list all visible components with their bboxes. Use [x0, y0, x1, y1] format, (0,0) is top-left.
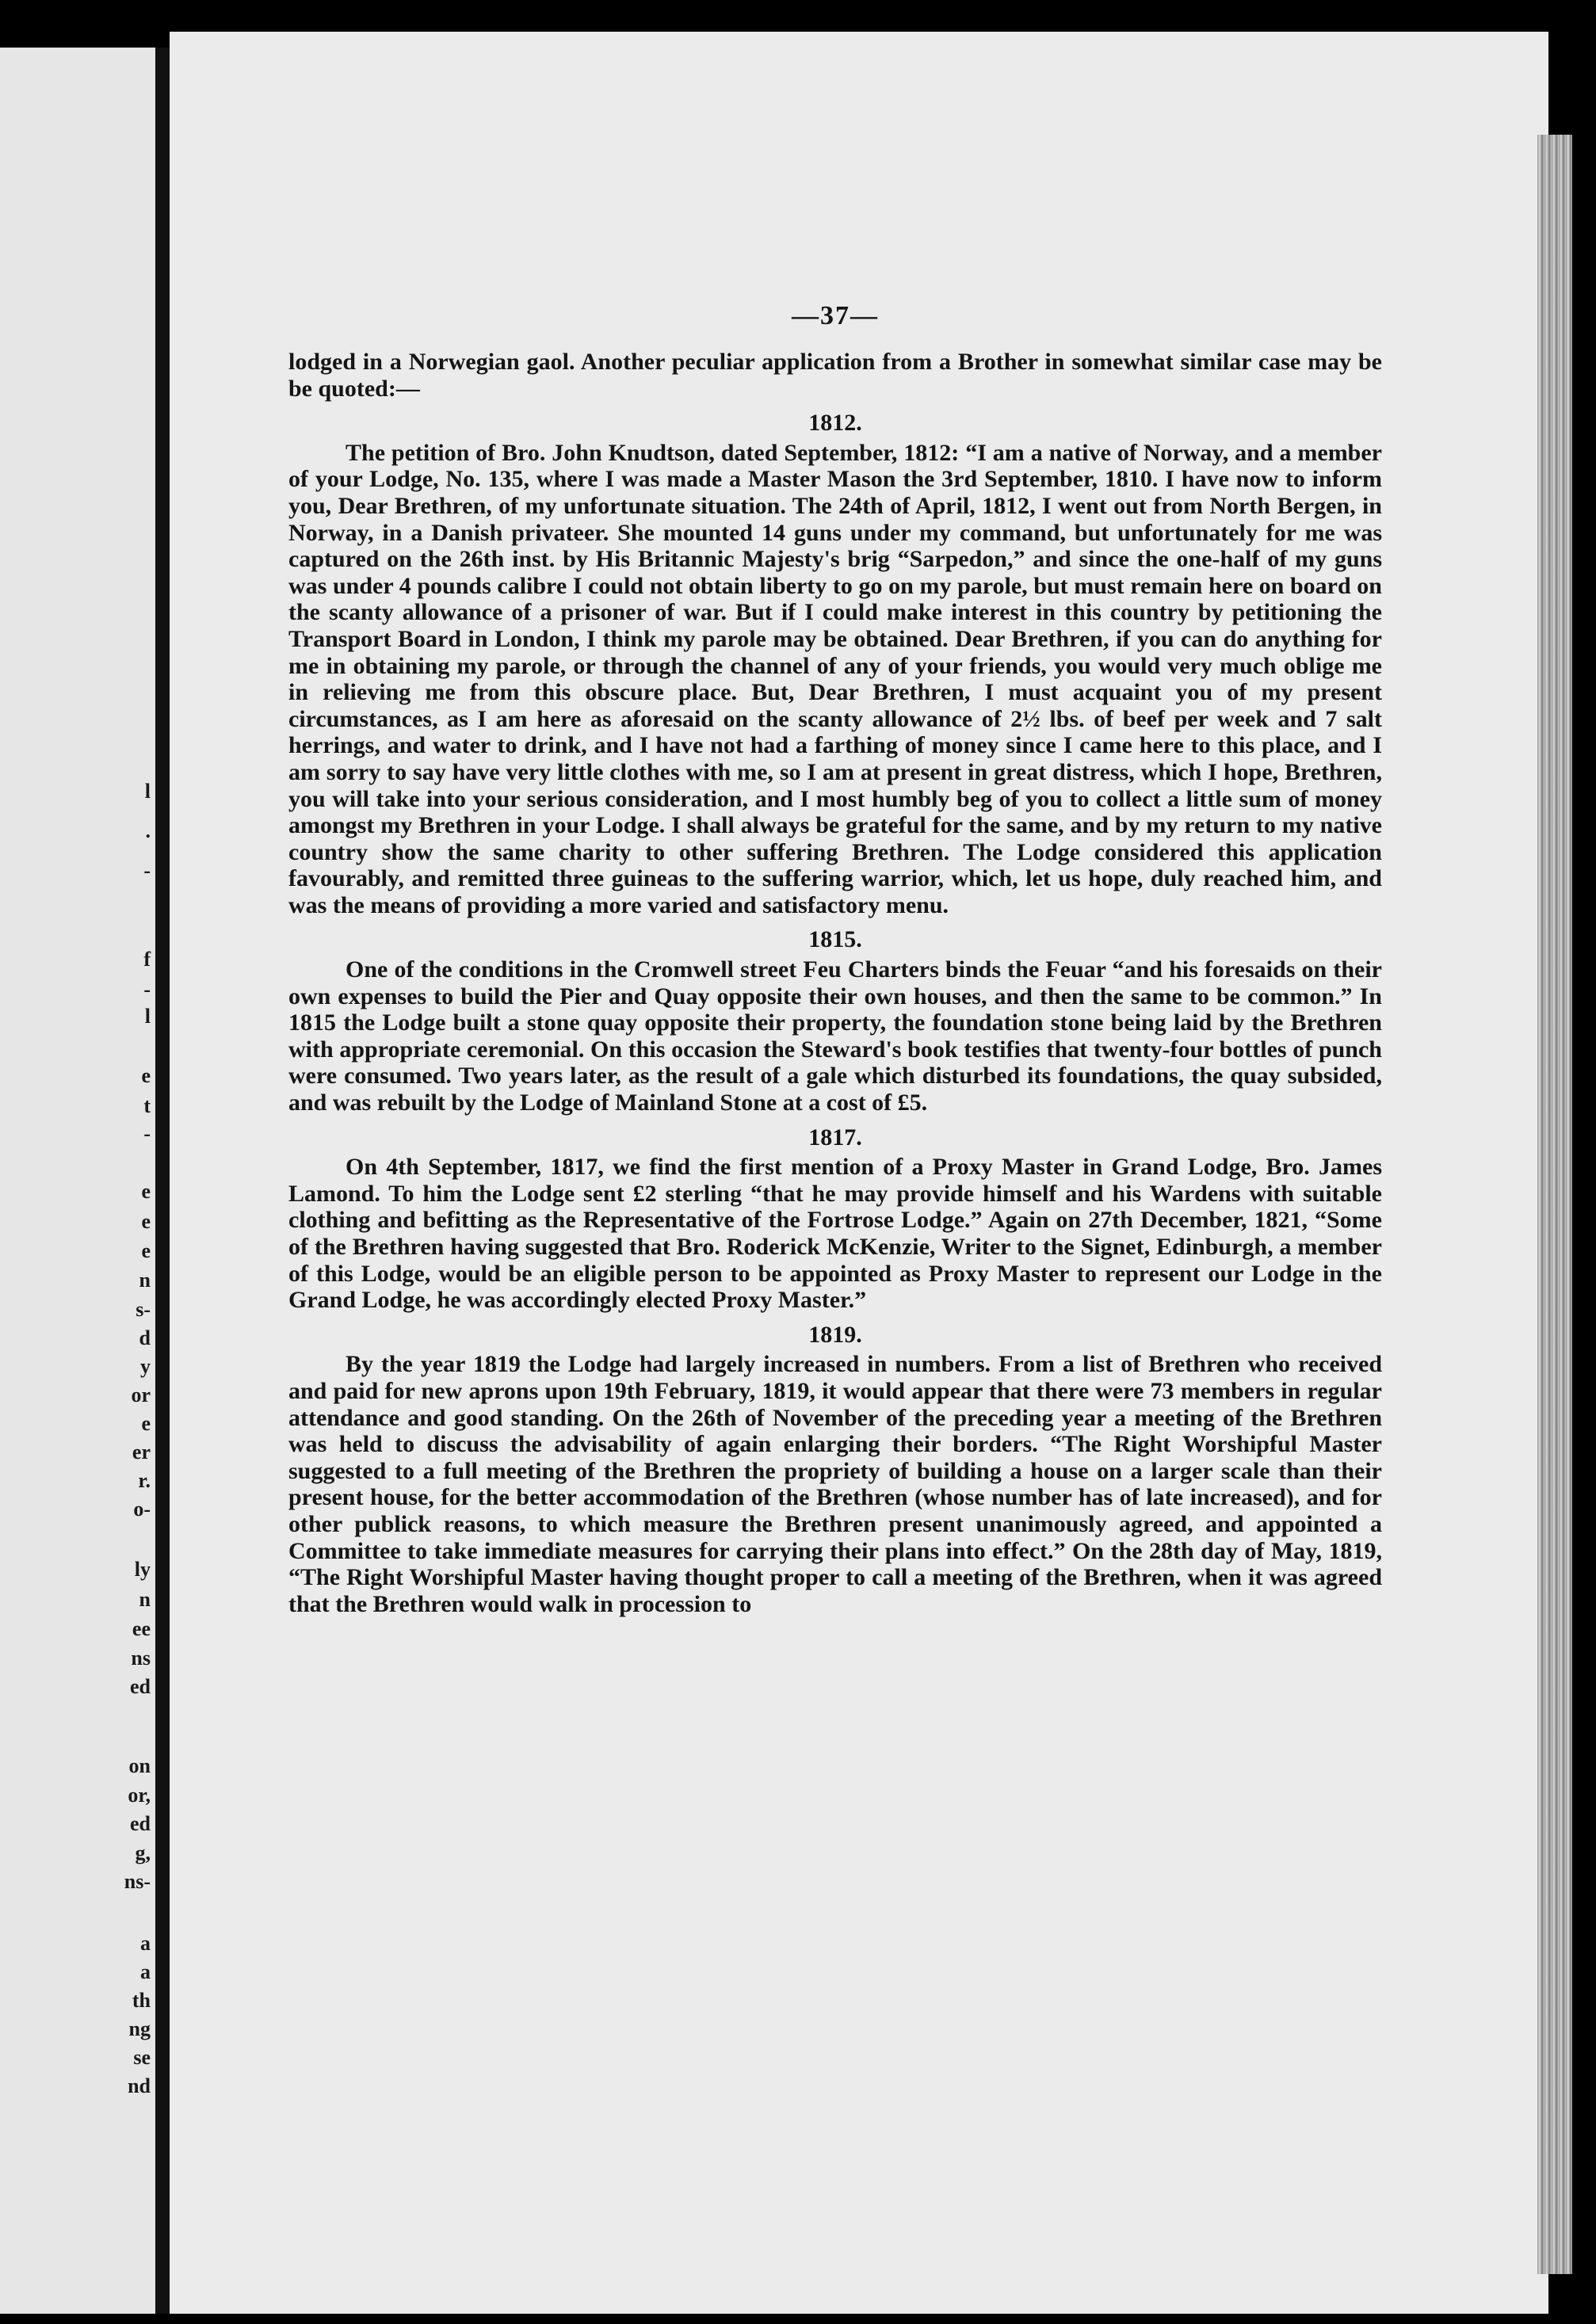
edge-fragment: -: [143, 1122, 151, 1145]
edge-fragment: a: [140, 1960, 151, 1983]
edge-fragment: e: [141, 1239, 151, 1262]
section-text-1815: One of the conditions in the Cromwell street Feu Charters binds the Feuar “and his foresaids on their own expenses to build the Pier and Quay opposite their own houses, and then the same to be common.” In 1815 the Lodge built a stone quay opposite their property, the foundation stone being laid by the Brethren with appropriate ceremonial. On this occasion the Steward's book testifies that twenty-four bottles of punch were consumed. Two years later, as the result of a gale which disturbed its foundations, the quay subsided, and was rebuilt by the Lodge of Mainland Stone at a cost of £5.: [288, 956, 1382, 1116]
section-heading-1819: 1819.: [808, 1321, 862, 1348]
edge-fragment: -: [143, 978, 151, 1001]
edge-fragment: ns-: [124, 1870, 151, 1893]
book-page: [170, 32, 1548, 2314]
edge-fragment: er: [132, 1441, 151, 1463]
edge-fragment: .: [145, 819, 151, 842]
section-text-1817: On 4th September, 1817, we find the first mention of a Proxy Master in Grand Lodge, Bro. James Lamond. To him the Lodge sent £2 sterling “that he may provide himself and his Wardens with suitable clothing and befitting as the Representative of the Fortrose Lodge.” Again on 27th December, 1821, “Some of the Brethren having suggested that Bro. Roderick McKenzie, Writer to the Signet, Edinburgh, a member of this Lodge, would be an eligible person to be appointed as Proxy Master to represent our Lodge in the Grand Lodge, he was accordingly elected Proxy Master.”: [288, 1154, 1382, 1314]
page-stack-edge: [1537, 135, 1572, 2274]
edge-fragment: th: [132, 1989, 151, 2012]
edge-fragment: e: [141, 1064, 151, 1087]
edge-fragment: on: [128, 1754, 151, 1777]
edge-fragment: y: [140, 1355, 151, 1378]
edge-fragment: f: [143, 948, 151, 971]
opening-paragraph: lodged in a Norwegian gaol. Another peculiar application from a Brother in somewhat similar case may be be quoted:—: [288, 349, 1382, 402]
edge-fragment: nd: [128, 2074, 151, 2097]
edge-fragment: s-: [136, 1298, 151, 1321]
page-number: —37—: [792, 301, 879, 330]
section-text-1812: The petition of Bro. John Knudtson, dated September, 1812: “I am a native of Norway, and a member of your Lodge, No. 135, where I was made a Master Mason the 3rd September, 1810. I have now to inform you, Dear Brethren, of my unfortunate situation. The 24th of April, 1812, I went out from North Bergen, in Norway, in a Danish privateer. She mounted 14 guns under my command, but unfortunately for me was captured on the 26th inst. by His Britannic Majesty's brig “Sarpedon,” and since the one-half of my guns was under 4 pounds calibre I could not obtain liberty to go on my parole, but must remain here on board on the scanty allowance of a prisoner of war. But if I could make interest in this country by petitioning the Transport Board in London, I think my parole may be obtained. Dear Brethren, if you can do anything for me in obtaining my parole, or through the channel of any of your friends, you would very much oblige me in relieving me from this obscure place. But, Dear Brethren, I must acquaint you of my present circumstances, as I am here as aforesaid on the scanty allowance of 2½ lbs. of beef per week and 7 salt herrings, and water to drink, and I have not had a farthing of money since I came here to this place, and I am sorry to say have very little clothes with me, so I am at present in great distress, which I hope, Brethren, you will take into your serious consideration, and I most humbly beg of you to collect a little sum of money amongst my Brethren in your Lodge. I shall always be grateful for the same, and by my return to my native country show the same charity to other suffering Brethren. The Lodge considered this application favourably, and remitted three guineas to the suffering warrior, which, let us hope, duly reached him, and was the means of providing a more varied and satisfactory menu.: [288, 439, 1382, 918]
section-heading-1815: 1815.: [808, 926, 862, 953]
edge-fragment: g,: [135, 1841, 151, 1864]
edge-fragment: l: [144, 1005, 151, 1028]
edge-fragment: ed: [130, 1812, 151, 1835]
edge-fragment: e: [141, 1210, 151, 1233]
edge-fragment: n: [139, 1269, 151, 1292]
edge-fragment: or,: [128, 1784, 151, 1807]
edge-fragment: -: [143, 859, 151, 882]
edge-fragment: ns: [131, 1647, 151, 1670]
section-heading-1817: 1817.: [808, 1124, 862, 1151]
section-text-1819: By the year 1819 the Lodge had largely increased in numbers. From a list of Brethren who received and paid for new aprons upon 19th February, 1819, it would appear that there were 73 members in regular attendance and good standing. On the 26th of November of the preceding year a meeting of the Brethren was held to discuss the advisability of again enlarging their borders. “The Right Worshipful Master suggested to a full meeting of the Brethren the propriety of building a house on a larger scale than their present house, for the better accommodation of the Brethren (whose number has of late increased), and for other publick reasons, to which measure the Brethren present unanimously agreed, and appointed a Committee to take immediate measures for carrying their plans into effect.” On the 28th day of May, 1819, “The Right Worshipful Master having thought proper to call a meeting of the Brethren, when it was agreed that the Brethren would walk in procession to: [288, 1351, 1382, 1617]
edge-fragment: ee: [132, 1617, 151, 1640]
section-heading-1812: 1812.: [808, 410, 862, 437]
edge-fragment: or: [131, 1383, 151, 1406]
previous-page-edge-text: [0, 0, 155, 2324]
edge-fragment: l: [144, 780, 151, 803]
book-gutter: [155, 48, 170, 2314]
edge-fragment: t: [143, 1094, 151, 1117]
edge-fragment: r.: [138, 1469, 151, 1492]
edge-fragment: n: [139, 1588, 151, 1611]
edge-fragment: a: [140, 1932, 151, 1955]
edge-fragment: d: [139, 1326, 151, 1349]
edge-fragment: e: [141, 1412, 151, 1435]
page-content: [288, 254, 1382, 1617]
edge-fragment: ly: [134, 1558, 151, 1581]
edge-fragment: e: [141, 1180, 151, 1203]
edge-fragment: ng: [128, 2017, 151, 2040]
edge-fragment: se: [133, 2046, 151, 2069]
edge-fragment: o-: [133, 1498, 151, 1521]
edge-fragment: ed: [130, 1675, 151, 1698]
